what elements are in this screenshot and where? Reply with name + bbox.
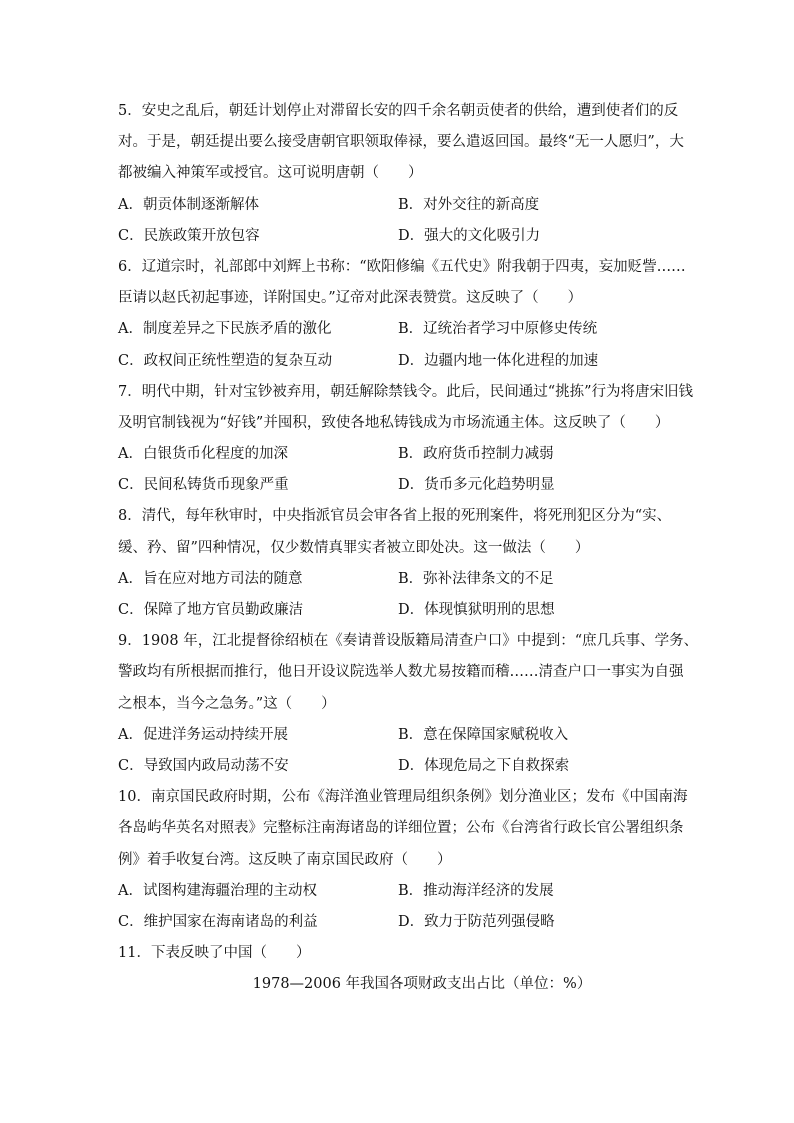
- answer-option: B．弥补法律条文的不足: [398, 570, 554, 587]
- question-stem-line: 对。于是，朝廷提出要么接受唐朝官职领取俸禄，要么遣返回国。最终“无一人愿归”，大: [118, 134, 684, 151]
- answer-option: B．辽统治者学习中原修史传统: [398, 321, 598, 338]
- question-7: [118, 377, 694, 502]
- question-stem-line: 缓、矜、留”四种情况，仅少数情真罪实者被立即处决。这一做法（ ）: [118, 539, 590, 556]
- answer-option: D．体现慎狱明刑的思想: [398, 602, 555, 618]
- answer-option: D．致力于防范列强侵略: [398, 913, 555, 930]
- answer-option: B．意在保障国家赋税收入: [398, 726, 569, 743]
- answer-option: C．民间私铸货币现象严重: [118, 477, 289, 494]
- question-stem-line: 例》着手收复台湾。这反映了南京国民政府（ ）: [118, 851, 452, 868]
- option-row: [118, 190, 678, 221]
- question-stem-line: 及明官制钱视为“好钱”并囤积，致使各地私铸钱成为市场流通主体。这反映了（ ）: [118, 414, 670, 431]
- answer-option: B．对外交往的新高度: [398, 196, 540, 213]
- question-8: [118, 501, 678, 626]
- document-page: [118, 96, 699, 1000]
- answer-option: C．政权间正统性塑造的复杂互动: [118, 352, 333, 369]
- option-row: [118, 439, 678, 470]
- question-stem-line: 9．1908 年，江北提督徐绍桢在《奏请普设版籍局清查户口》中提到：“庶几兵事、学务、: [118, 633, 699, 650]
- answer-option: A．制度差异之下民族矛盾的激化: [118, 321, 332, 338]
- option-row: [118, 907, 678, 938]
- question-stem-line: 6．辽道宗时，礼部郎中刘辉上书称：“欧阳修编《五代史》附我朝于四夷，妄加贬訾……: [118, 258, 686, 275]
- answer-option: D．边疆内地一体化进程的加速: [398, 352, 599, 369]
- question-9: [118, 626, 699, 782]
- question-5: [118, 96, 684, 252]
- answer-option: A．试图构建海疆治理的主动权: [118, 882, 317, 899]
- option-row: [118, 595, 678, 626]
- question-stem-line: 10．南京国民政府时期，公布《海洋渔业管理局组织条例》划分渔业区；发布《中国南海: [118, 789, 688, 806]
- question-10: [118, 782, 688, 938]
- question-stem-line: 都被编入神策军或授官。这可说明唐朝（ ）: [118, 165, 423, 182]
- answer-option: D．货币多元化趋势明显: [398, 477, 555, 494]
- answer-option: C．民族政策开放包容: [118, 227, 260, 244]
- question-stem-line: 8．清代，每年秋审时，中央指派官员会审各省上报的死刑案件，将死刑犯区分为“实、: [118, 508, 672, 525]
- answer-option: B．推动海洋经济的发展: [398, 882, 554, 899]
- question-stem-line: 臣请以赵氏初起事迹，详附国史。”辽帝对此深表赞赏。这反映了（ ）: [118, 290, 583, 307]
- answer-option: A．朝贡体制逐渐解体: [118, 196, 259, 213]
- answer-option: C．保障了地方官员勤政廉洁: [118, 602, 304, 618]
- answer-option: A．旨在应对地方司法的随意: [118, 570, 303, 587]
- question-11: [118, 938, 678, 969]
- answer-option: A．促进洋务运动持续开展: [118, 726, 288, 743]
- question-stem-line: 各岛屿华英名对照表》完整标注南海诸岛的详细位置；公布《台湾省行政长官公署组织条: [118, 820, 684, 837]
- table-caption: 1978—2006 年我国各项财政支出占比（单位：%）: [252, 976, 592, 993]
- option-row: [118, 720, 678, 751]
- question-stem-line: 之根本，当今之急务。”这（ ）: [118, 695, 336, 712]
- question-stem-line: 5．安史之乱后，朝廷计划停止对滞留长安的四千余名朝贡使者的供给，遭到使者们的反: [118, 103, 679, 119]
- question-stem-line: 11．下表反映了中国（ ）: [118, 945, 311, 962]
- answer-option: D．强大的文化吸引力: [398, 227, 541, 244]
- answer-option: D．体现危局之下自救探索: [398, 757, 570, 774]
- answer-option: A．白银货币化程度的加深: [118, 446, 288, 463]
- question-stem-line: 警政均有所根据而推行，他日开设议院选举人数尤易按籍而稽……清查户口一事实为自强: [118, 664, 684, 681]
- option-row: [118, 314, 678, 345]
- option-row: [118, 564, 678, 595]
- question-stem-line: 7．明代中期，针对宝钞被弃用，朝廷解除禁钱令。此后，民间通过“挑拣”行为将唐宋旧钱: [118, 383, 694, 400]
- question-6: [118, 252, 686, 377]
- option-row: [118, 751, 678, 782]
- answer-option: C．导致国内政局动荡不安: [118, 757, 289, 774]
- answer-option: C．维护国家在海南诸岛的利益: [118, 913, 318, 930]
- answer-option: B．政府货币控制力减弱: [398, 446, 554, 463]
- option-row: [118, 346, 678, 377]
- option-row: [118, 221, 678, 252]
- option-row: [118, 470, 678, 501]
- option-row: [118, 876, 678, 907]
